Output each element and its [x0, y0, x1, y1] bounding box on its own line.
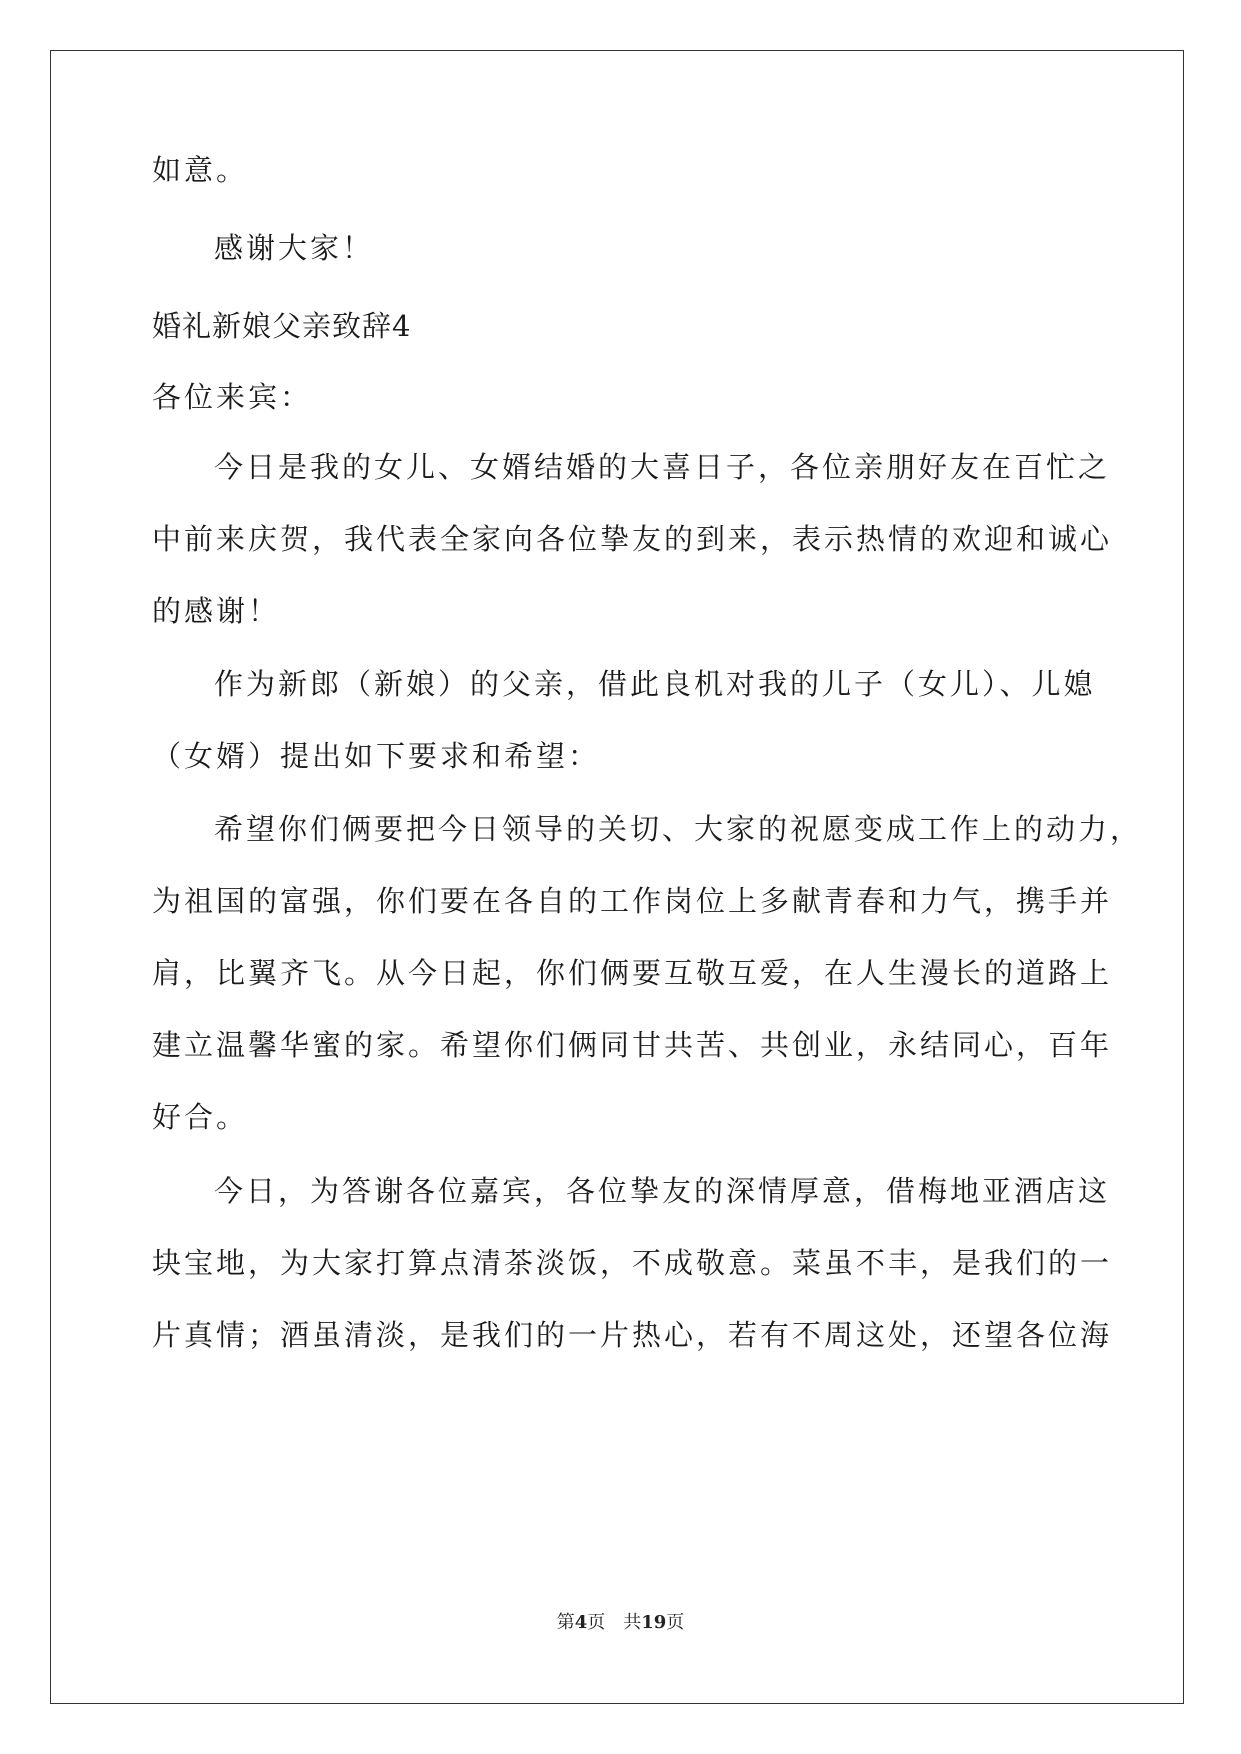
text-line-9: （女婿）提出如下要求和希望：: [152, 739, 601, 773]
text-line-8: 作为新郎（新娘）的父亲，借此良机对我的儿子（女儿）、儿媳: [214, 667, 1096, 701]
text-line-17: 片真情；酒虽清淡，是我们的一片热心，若有不周这处，还望各位海: [152, 1318, 1113, 1352]
text-line-2: 感谢大家！: [214, 231, 375, 265]
text-line-14: 好合。: [152, 1100, 249, 1134]
footer-mid: 页 共: [587, 1612, 642, 1633]
footer-suffix: 页: [666, 1612, 685, 1633]
text-line-5: 今日是我的女儿、女婿结婚的大喜日子，各位亲朋好友在百忙之: [214, 450, 1111, 484]
text-line-1: 如意。: [152, 153, 249, 187]
text-line-11: 为祖国的富强，你们要在各自的工作岗位上多献青春和力气，携手并: [152, 884, 1113, 918]
text-line-13: 建立温馨华蜜的家。希望你们俩同甘共苦、共创业，永结同心，百年: [152, 1028, 1113, 1062]
page-border: [50, 50, 1184, 1704]
text-line-16: 块宝地，为大家打算点清茶淡饭，不成敬意。菜虽不丰，是我们的一: [152, 1246, 1113, 1280]
text-line-7: 的感谢！: [152, 594, 281, 628]
current-page-number: 4: [574, 1612, 588, 1633]
total-page-count: 19: [641, 1612, 667, 1633]
text-line-6: 中前来庆贺，我代表全家向各位挚友的到来，表示热情的欢迎和诚心: [152, 522, 1113, 556]
text-line-12: 肩，比翼齐飞。从今日起，你们俩要互敬互爱，在人生漫长的道路上: [152, 956, 1113, 990]
section-heading: 婚礼新娘父亲致辞4: [152, 309, 412, 343]
footer-prefix: 第: [556, 1612, 575, 1633]
text-line-10: 希望你们俩要把今日领导的关切、大家的祝愿变成工作上的动力，: [214, 812, 1143, 846]
salutation: 各位来宾：: [152, 380, 313, 414]
page-footer: [0, 1611, 1241, 1635]
text-line-15: 今日，为答谢各位嘉宾，各位挚友的深情厚意，借梅地亚酒店这: [214, 1174, 1111, 1208]
